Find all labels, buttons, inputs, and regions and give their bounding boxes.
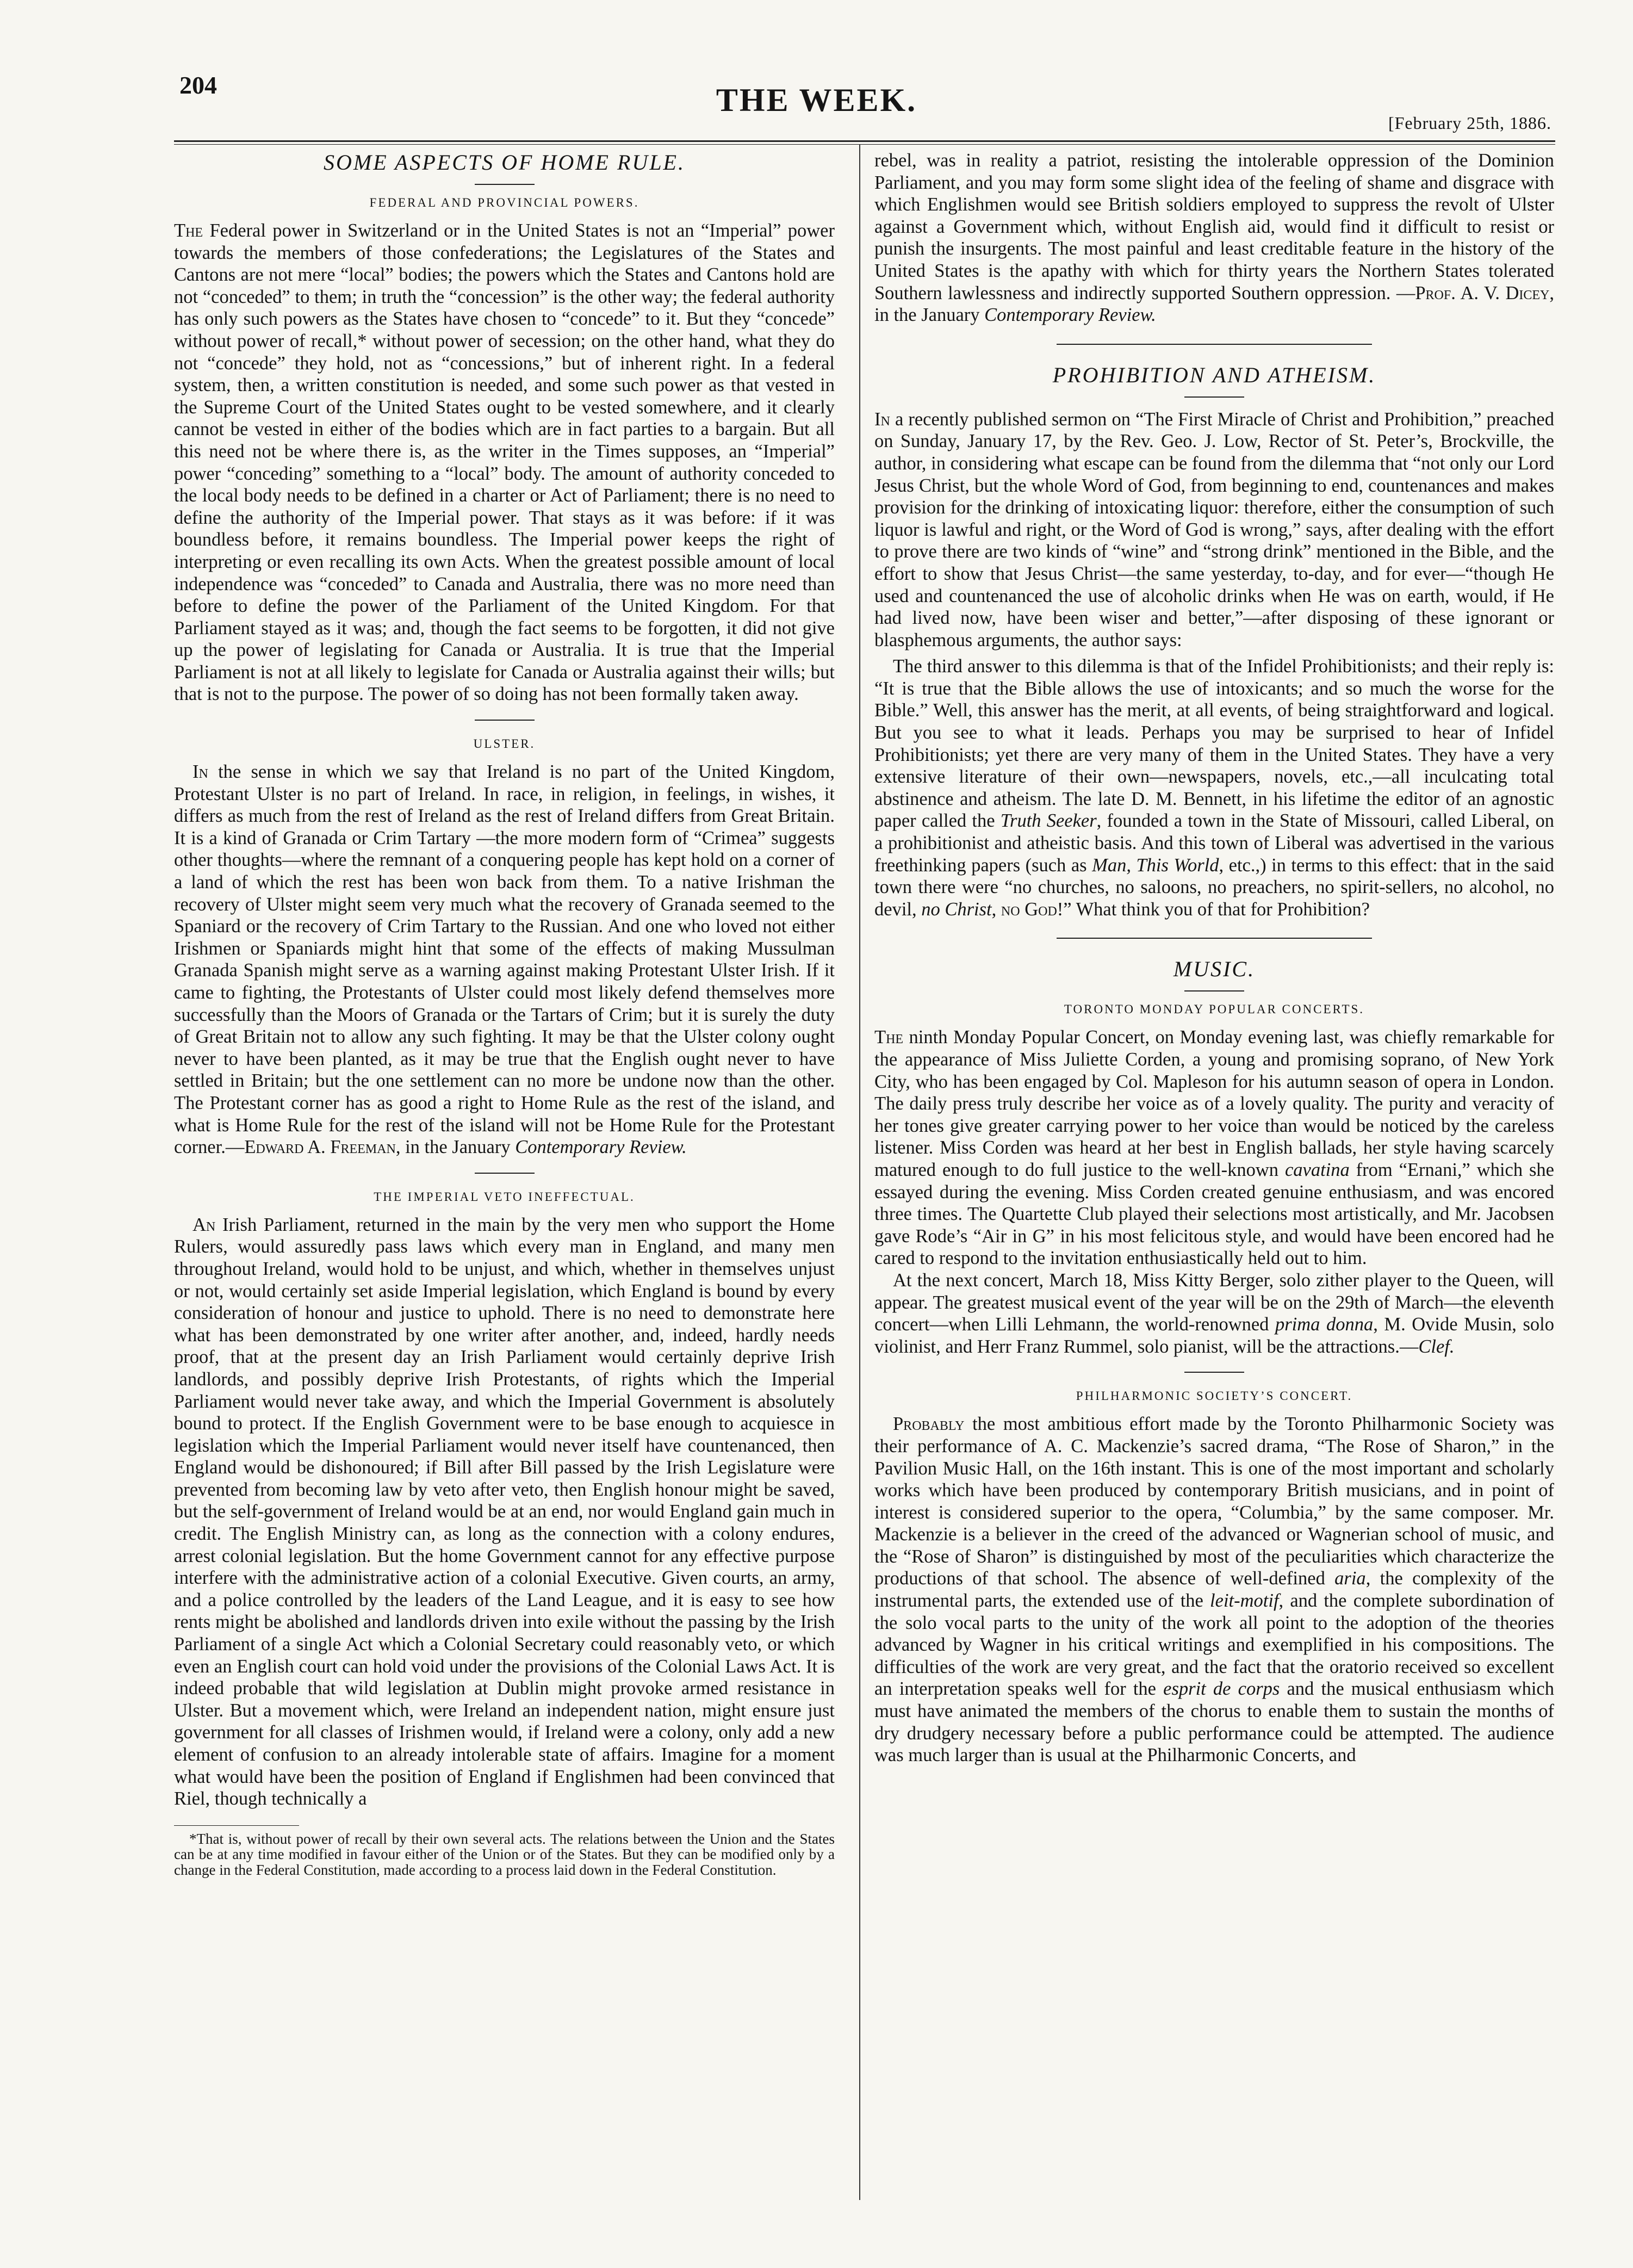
lead-word: In (193, 761, 208, 783)
article-title-music: MUSIC. (1173, 957, 1256, 982)
title-rule (475, 184, 535, 185)
paragraph-text: , and the complete subordination of the solo vocal parts to the unity of the work all point to the adoption of the theories advanced by Wagner in his critical writings and exemplified in his compositions. The difficulties of the work are very great, and the fact that the oratorio received so excellent an interpretation speaks well for the (874, 1590, 1554, 1700)
paragraph-music-2 (874, 1269, 1554, 1358)
italic-text: leit-motif (1210, 1590, 1279, 1612)
italic-text: Truth Seeker (1000, 810, 1097, 832)
author-name: Prof. A. V. Dicey (1415, 282, 1550, 303)
footnote: *That is, without power of recall by their own several acts. The relations between the Union and the States can be at any time modified in favour either of the Union or of the States. But they can be modified only by a change in the Federal Constitution, made according to a process laid down in the Federal Constitution. (174, 1830, 835, 1878)
left-column (174, 150, 835, 1877)
section-heading-monday-concerts: TORONTO MONDAY POPULAR CONCERTS. (1064, 1002, 1365, 1017)
lead-word: An (193, 1214, 216, 1235)
lead-word: The (174, 220, 203, 241)
paragraph-text: , founded a town in the State of Missouri, called Liberal, on a prohibitionist and atheistic basis. And this town of Liberal was advertised in the various freethinking papers (such as (874, 810, 1554, 876)
section-heading-veto: THE IMPERIAL VETO INEFFECTUAL. (374, 1189, 635, 1204)
signature: Clef. (1418, 1336, 1455, 1357)
paragraph-text: The third answer to this dilemma is that of the Infidel Prohibitionists; and their reply is: “It is true that the Bible allows the use of intoxicants; and so much the worse for the Bible.” Well, this answer has the merit, at all events, of being straightforward and logical. But you see to what it leads. Perhaps you may be surprised to hear of Infidel Prohibitionists; yet there are very many of them in the United States. They have a very extensive literature of their own—newspapers, novels, etc.,—all inculcating total abstinence and atheism. The late D. M. Bennett, in his lifetime the editor of an agnostic paper called the (874, 656, 1554, 832)
source-title: Contemporary Review. (984, 305, 1156, 326)
paragraph-ulster (174, 761, 835, 1158)
author-name: Edward A. Freeman (244, 1137, 396, 1158)
paragraph-text: , etc.,) in terms to this effect: that in the said town there were “no churches, no saloons, no preachers, no spirit-sellers, no alcohol, no devil, (874, 854, 1554, 920)
paragraph-continuation (874, 150, 1554, 326)
title-rule (1184, 990, 1244, 992)
page-number: 204 (179, 71, 217, 99)
title-rule (1184, 396, 1244, 398)
paragraph-text: , (991, 898, 1001, 920)
paragraph-prohibition-2 (874, 655, 1554, 920)
paragraph-text: !” What think you of that for Prohibition? (1057, 898, 1370, 920)
paragraph-text: the most ambitious effort made by the Toronto Philharmonic Society was their performance of A. C. Mackenzie’s sacred drama, “The Rose of Sharon,” in the Pavilion Music Hall, on the 16th instant. This is one of the most important and scholarly works which have been produced by contemporary British musicians, and in point of interest is considered superior to the opera, “Columbia,” by the same composer. Mr. Mackenzie is a believer in the creed of the advanced or Wagnerian school of music, and the “Rose of Sharon” is distinguished by most of the peculiarities which characterize the productions of that school. The absence of well-defined (874, 1414, 1554, 1589)
header-rule (174, 140, 1555, 145)
section-heading-ulster: ULSTER. (473, 737, 536, 751)
italic-text: esprit de corps (1163, 1678, 1280, 1700)
journal-title: THE WEEK. (716, 82, 917, 118)
paragraph-text: and the musical enthusiasm which must have animated the members of the chorus to enable them to sustain the months of dry drudgery necessary before a public performance could be attempted. The audience was much larger than is usual at the Philharmonic Concerts, and (874, 1678, 1554, 1766)
paragraph-veto (174, 1214, 835, 1810)
paragraph-music-3 (874, 1413, 1554, 1767)
paragraph-text: ninth Monday Popular Concert, on Monday evening last, was chiefly remarkable for the appearance of Miss Juliette Corden, a young and promising soprano, of New York City, who has been engaged by Col. Mapleson for his autumn season of opera in London. The daily press truly describe her voice as of a lovely quality. The purity and veracity of her tones give greater carrying power to her voice than would be noticed by the careless listener. Miss Corden was heard at her best in English ballads, her style having scarcely matured enough to do full justice to the well-known (874, 1027, 1554, 1180)
italic-text: aria (1334, 1568, 1366, 1589)
footnote-rule (174, 1825, 299, 1826)
paragraph-text: , M. Ovide Musin, solo violinist, and Herr Franz Rummel, solo pianist, will be the attractions.— (874, 1314, 1554, 1357)
lead-word: Probably (893, 1414, 965, 1435)
article-title-home-rule: SOME ASPECTS OF HOME RULE. (324, 150, 685, 175)
article-separator (1057, 344, 1372, 345)
issue-date: [February 25th, 1886. (1388, 113, 1551, 133)
italic-text: cavatina (1284, 1159, 1350, 1180)
section-rule (475, 720, 535, 721)
paragraph-prohibition-1 (874, 408, 1554, 652)
article-separator (1057, 938, 1372, 939)
paragraph-text: rebel, was in reality a patriot, resisting the intolerable oppression of the Dominion Parliament, and you may form some slight idea of the feeling of shame and disgrace with which Englishmen would see British soldiers employed to suppress the revolt of Ulster against a Government which, without English aid, would find it difficult to resist or punish the insurgents. The most painful and least creditable feature in the history of the United States is the apathy with which for thirty years the Northern States tolerated Southern lawlessness and indirectly supported Southern oppression. — (874, 150, 1554, 303)
section-heading-federal: FEDERAL AND PROVINCIAL POWERS. (369, 196, 639, 209)
paragraph-text: from “Ernani,” which she essayed during the evening. Miss Corden created genuine enthusiasm, and was encored three times. The Quartette Club played their selections most artistically, and Mr. Jacobsen gave Rode’s “Air in G” in his most felicitous style, and would have been encored had he cared to respond to the invitation enthusiastically held out to him. (874, 1159, 1554, 1269)
section-rule (1184, 1372, 1244, 1373)
italic-text: prima donna (1275, 1314, 1374, 1335)
paragraph-text: At the next concert, March 18, Miss Kitty Berger, solo zither player to the Queen, will appear. The greatest musical event of the year will be on the 29th of March—the eleventh concert—when Lilli Lehmann, the world-renowned (874, 1269, 1554, 1335)
paragraph-text: Irish Parliament, returned in the main by the very men who support the Home Rulers, would assuredly pass laws which every man in England, and many men throughout Ireland, would hold to be unjust, and which, whether in themselves unjust or not, would certainly set aside Imperial legislation, which England is bound by every consideration of honour and justice to uphold. There is no need to demonstrate here what has been demonstrated by one writer after another, and, indeed, hardly needs proof, that at the present day an Irish Parliament would certainly deprive Irish landlords, and possibly deprive Irish Protestants, of rights which the Imperial Parliament would never take away, and which the Imperial Government is absolutely bound to protect. If the English Government were to be base enough to acquiesce in legislation which the Imperial Parliament would never itself have countenanced, then England would be dishonoured; if Bill after Bill passed by the Irish Legislature were prevented from becoming law by veto after veto, then English honour might be saved, but the self-government of Ireland would be at an end, nor would England gain much in credit. The English Ministry can, as long as the connection with a colony endures, arrest colonial legislation. But the home Government cannot for any effective purpose interfere with the administrative action of a colonial Executive. Given courts, an army, and a police controlled by the leaders of the Land League, and it is easy to see how rents might be abolished and landlords driven into exile without the passing by the Irish Parliament of a single Act which a Colonial Secretary could reasonably veto, or which even an English court can hold void under the provisions of the Colonial Laws Act. It is indeed probable that wild legislation at Dublin might provoke armed resistance in Ulster. But a movement which, were Ireland an independent nation, might ensure just government for all classes of Irishmen would, if Ireland were a colony, only add a new element of confusion to an already intolerable state of affairs. Imagine for a moment what would have been the position of England if Englishmen had been convinced that Riel, though technically a (174, 1214, 835, 1810)
source-prefix: , in the January (395, 1137, 516, 1158)
lead-word: The (874, 1027, 904, 1048)
article-title-prohibition: PROHIBITION AND ATHEISM. (1052, 362, 1376, 387)
italic-text: no Christ (921, 898, 992, 920)
right-column (874, 150, 1554, 1767)
section-rule (475, 1173, 535, 1174)
small-caps-text: no God (1001, 898, 1057, 920)
paragraph-text: Federal power in Switzerland or in the United States is not an “Imperial” power towards the members of those confederations; the Legislatures of the States and Cantons are not mere “local” bodies; the powers which the States and Cantons hold are not “conceded” to them; in truth the “concession” is the other way; the federal authority has only such powers as the States have chosen to “concede” to it. But they “concede” without power of recall,* without power of secession; on the other hand, what they do not “concede” they hold, not as “concessions,” but of inherent right. In a federal system, then, a written constitution is needed, and some such power as that vested in the Supreme Court of the United States ought to be vested somewhere, and it clearly cannot be vested in either of the bodies which are in fact parties to a bargain. But all this need not be where there is, as the writer in the Times supposes, an “Imperial” power “conceding” something to a “local” body. The amount of authority conceded to the local body needs to be defined in a charter or Act of Parliament; there is no need to define the authority of the Imperial power. That stays as it was before: if it was boundless before, it remains boundless. The Imperial power keeps the right of interpreting or even recalling its own Acts. When the greatest possible amount of local independence was “conceded” to Canada and Australia, there was no more need than before to define the power of the Parliament of the United Kingdom. For that Parliament stayed as it was; and, though the fact seems to be forgotten, it did not give up the power of legislating for Canada or Australia. It is true that the Imperial Parliament is not at all likely to legislate for Canada or Australia against their wills; but that is not to the purpose. The power of so doing has not been formally taken away. (174, 220, 835, 705)
italic-text: Man, This World (1092, 854, 1219, 876)
paragraph-text: the sense in which we say that Ireland is no part of the United Kingdom, Protestant Ulster is no part of Ireland. In race, in religion, in feelings, in wishes, it differs as much from the rest of Ireland as the rest of Ireland differs from Great Britain. It is a kind of Granada or Crim Tartary —the more modern form of “Crimea” suggests other thoughts—where the remnant of a conquering people has kept hold on a corner of a land of which the rest has been won back from them. To a native Irishman the recovery of Ulster might seem very much what the recovery of Granada seemed to the Spaniard or the recovery of Crim Tartary to the Russian. And one who loved not either Irishmen or Spaniards might hint that some of the effects of making Mussulman Granada Spanish might serve as a warning against making Protestant Ulster Irish. If it came to fighting, the Protestants of Ulster could most likely defend themselves more successfully than the Moors of Granada or the Tartars of Crim; but it is surely the duty of Great Britain not to allow any such fighting. It may be that the Ulster colony ought never to have been planted, as it may be true that the English ought never to have settled in Britain; but the one settlement can no more be undone now than the other. The Protestant corner has as good a right to Home Rule as the rest of the island, and what is Home Rule for the rest of the island will not be Home Rule for the Protestant corner.— (174, 761, 835, 1158)
source-title: Contemporary Review. (515, 1137, 687, 1158)
section-heading-philharmonic: PHILHARMONIC SOCIETY’S CONCERT. (1076, 1389, 1353, 1403)
paragraph-federal (174, 220, 835, 705)
paragraph-music-1 (874, 1026, 1554, 1269)
page-header (0, 0, 1633, 141)
paragraph-text: a recently published sermon on “The First Miracle of Christ and Prohibition,” preached on Sunday, January 17, by the Rev. Geo. J. Low, Rector of St. Peter’s, Brockville, the author, in considering what escape can be found from the dilemma that “not only our Lord Jesus Christ, but the whole Word of God, from beginning to end, countenances and makes provision for the drinking of intoxicating liquor: therefore, either the consumption of such liquor is lawful and right, or the Word of God is wrong,” says, after dealing with the effort to prove there are two kinds of “wine” and “strong drink” mentioned in the Bible, and the effort to show that Jesus Christ—the same yesterday, to-day, and for ever—“though He used and countenanced the use of alcoholic drinks when He was on earth, would, if He had lived now, have been wiser and better,”—after disposing of these ignorant or blasphemous arguments, the author says: (874, 408, 1554, 650)
lead-word: In (874, 408, 890, 430)
column-divider (859, 144, 860, 2200)
paragraph-text: , the complexity of the instrumental parts, the extended use of the (874, 1568, 1554, 1612)
source-prefix: , in the January (874, 282, 1554, 326)
